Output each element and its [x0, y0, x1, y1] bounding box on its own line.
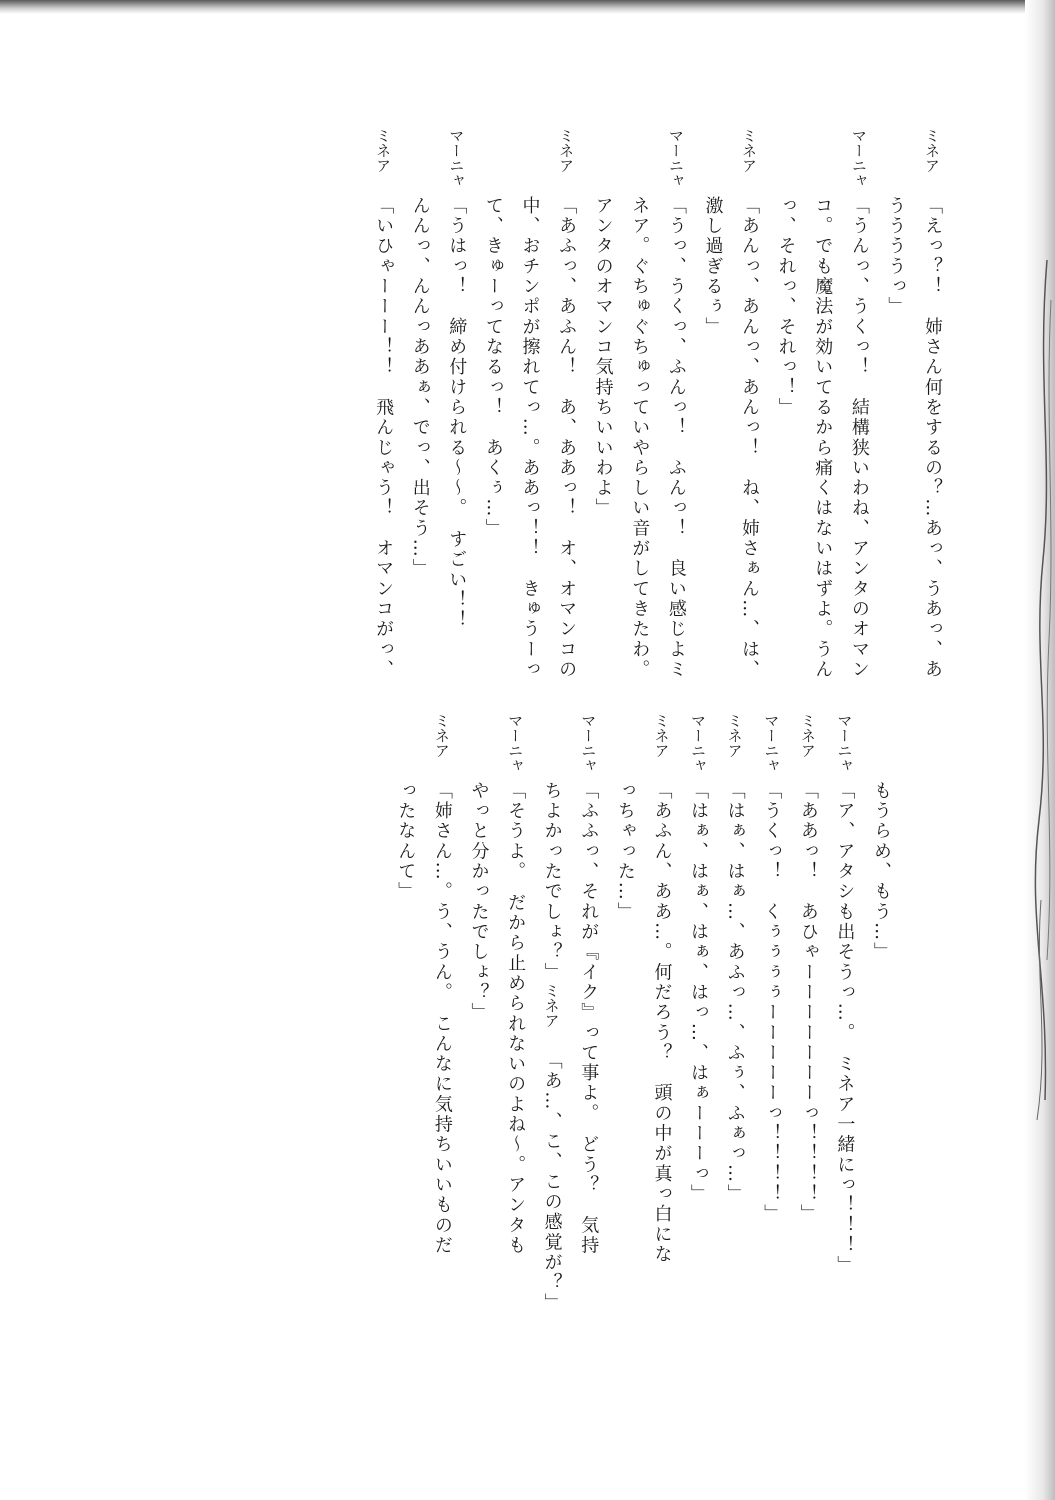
dialogue-line: ネア。ぐちゅぐちゅっていやらしい音がしてきたわ。 [629, 196, 651, 680]
dialogue-line: 「ああっ！ あひゃーーーーーーーっ！！！！」 [797, 781, 819, 1225]
dialogue-line: 「うっ、うくっ、ふんっ！ ふんっ！ 良い感じよミ [665, 196, 687, 680]
speaker-name: ミネア [557, 128, 576, 173]
dialogue-bottom-block [139, 713, 899, 1353]
dialogue-column [474, 128, 511, 539]
dialogue-column [460, 713, 497, 1023]
dialogue-column [694, 128, 731, 337]
dialogue-line: 「うくっ！ くぅぅぅぅーーーーーっ！！！！」 [761, 781, 783, 1225]
dialogue-line: 「はぁ、はぁ…、あふっ…、ふぅ、ふぁっ…」 [724, 781, 746, 1205]
speaker-name: ミネア [652, 713, 671, 758]
dialogue-line: ううううっ」 [885, 196, 907, 317]
dialogue-line: コ。でも魔法が効いてるから痛くはないはずよ。うん [812, 196, 834, 680]
dialogue-column [804, 128, 841, 680]
speaker-name: マーニャ [762, 713, 781, 773]
dialogue-column [533, 713, 570, 983]
speaker-name: ミネア [740, 128, 759, 173]
dialogue-column [401, 128, 438, 579]
dialogue-column [913, 128, 950, 680]
dialogue-line: 「あふっ、あふん！ あ、ああっ！ オ、オマンコの [556, 196, 578, 680]
dialogue-column [606, 713, 643, 922]
dialogue-line: 激し過ぎるぅ」 [702, 196, 724, 338]
dialogue-line: て、きゅーってなるっ！ あくぅ…」 [482, 196, 504, 539]
speaker-name: マーニャ [666, 128, 685, 188]
speaker-name: ミネア [432, 713, 451, 758]
dialogue-column [423, 713, 460, 1256]
dialogue-line: 「はぁ、はぁ、はぁ、はっ…、はぁーーーっ」 [688, 781, 710, 1205]
dialogue-line: もうらめ、もう…」 [871, 781, 892, 963]
illustration-edge-art [1025, 0, 1055, 1500]
speaker-name: マーニャ [835, 713, 854, 773]
dialogue-column [753, 713, 790, 1225]
dialogue-column [679, 713, 716, 1204]
speaker-name: マーニャ [506, 713, 525, 773]
dialogue-column [716, 713, 753, 1204]
dialogue-column [643, 713, 680, 1265]
dialogue-column [789, 713, 826, 1225]
speaker-name: マーニャ [579, 713, 598, 773]
dialogue-line: 「そうよ。 だから止められないのよね～。アンタも [505, 781, 527, 1256]
dialogue-column [511, 128, 548, 680]
dialogue-line: 「いひゃーーー！！ 飛んじゃう！ オマンコがっ、 [373, 196, 395, 680]
dialogue-line: んんっ、んんっああぁ、でっ、出そう…」 [409, 196, 431, 580]
dialogue-line: 「うはっ！ 締め付けられる～～。 すごい！！ [446, 196, 468, 631]
speaker-name: ミネア [725, 713, 744, 758]
dialogue-line: っ、それっ、それっ！」 [775, 196, 797, 418]
dialogue-column [826, 713, 863, 1276]
dialogue-column [730, 128, 767, 680]
dialogue-line: ったなんて」 [395, 781, 417, 902]
speaker-name: マーニャ [447, 128, 466, 188]
dialogue-column [496, 713, 533, 1256]
dialogue-line: 「ふふっ、それが『イク』って事よ。 どう？ 気持 [578, 781, 600, 1256]
dialogue-line: アンタのオマンコ気持ちいいわよ」 [592, 196, 614, 519]
dialogue-column [387, 713, 424, 902]
dialogue-column [584, 128, 621, 519]
dialogue-line: 「うんっ、うくっ！ 結構狭いわね、アンタのオマン [848, 196, 870, 680]
page-top-shadow [0, 0, 1055, 14]
dialogue-column [657, 128, 694, 680]
dialogue-line: ちよかったでしょ？」 [541, 781, 563, 983]
dialogue-line: 「あんっ、あんっ、あんっ！ ね、姉さぁん…、は、 [739, 196, 761, 680]
dialogue-line: 「あ…、こ、この感覚が？」 [541, 1050, 563, 1313]
dialogue-line: 中、おチンポが擦れてっ…。ああっ！！ きゅうーっ [519, 196, 541, 680]
dialogue-top-block [130, 128, 950, 688]
dialogue-line: っちゃった…」 [614, 781, 636, 923]
dialogue-line: 「姉さん…。う、うん。 こんなに気持ちいいものだ [431, 781, 453, 1256]
dialogue-column [862, 713, 899, 962]
dialogue-column [767, 128, 804, 418]
dialogue-column [877, 128, 914, 317]
dialogue-column [533, 983, 570, 1313]
dialogue-column [840, 128, 877, 680]
dialogue-column [621, 128, 658, 680]
dialogue-column [570, 713, 607, 1256]
dialogue-column [547, 128, 584, 680]
dialogue-column [365, 128, 402, 680]
dialogue-line: 「えっ？！ 姉さん何をするの？…あっ、うあっ、あ [922, 196, 943, 680]
speaker-name: ミネア [923, 128, 941, 173]
dialogue-line: 「ア、アタシも出そうっ…。 ミネア一緒にっ！！！」 [834, 781, 856, 1276]
dialogue-line: やっと分かったでしょ？」 [468, 781, 490, 1023]
dialogue-line: 「あふん、ああ…。何だろう？ 頭の中が真っ白にな [651, 781, 673, 1265]
dialogue-column [438, 128, 475, 631]
speaker-name: ミネア [542, 982, 561, 1028]
speaker-name: ミネア [374, 128, 393, 173]
speaker-name: マーニャ [849, 128, 868, 188]
speaker-name: マーニャ [689, 713, 708, 773]
speaker-name: ミネア [798, 713, 817, 758]
